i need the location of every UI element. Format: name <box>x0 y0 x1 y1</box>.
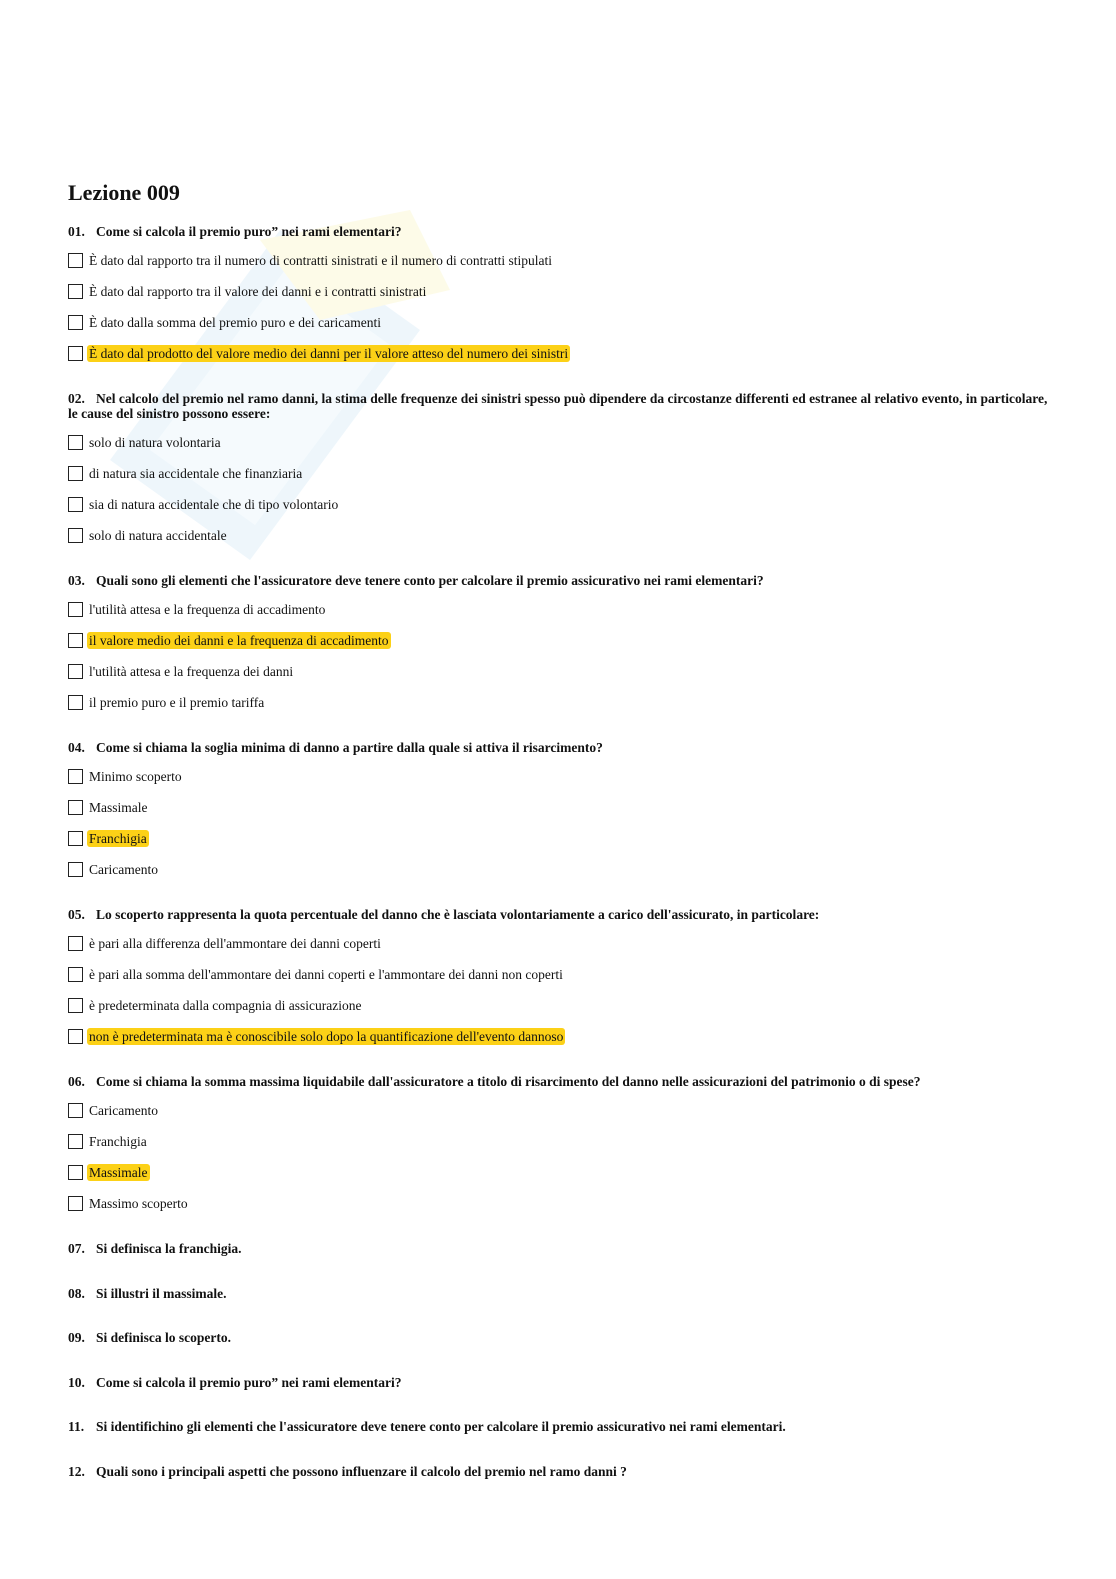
question-number: 01. <box>68 224 85 239</box>
answer-label: di natura sia accidentale che finanziaria <box>89 466 303 481</box>
open-question <box>68 1375 1048 1420</box>
question-label: Come si chiama la somma massima liquidabile dall'assicuratore a titolo di risarcimento del danno nelle assicurazioni del patrimonio o di spese? <box>96 1074 921 1089</box>
answer-checkbox[interactable] <box>68 1196 83 1211</box>
answer-checkbox[interactable] <box>68 800 83 815</box>
answer-checkbox[interactable] <box>68 284 83 299</box>
question-label: Nel calcolo del premio nel ramo danni, la stima delle frequenze dei sinistri spesso può dipendere da circostanze differenti ed estranee al relativo evento, in particolare, le cause del sinistro possono essere: <box>68 391 1048 421</box>
open-question <box>68 1330 1048 1375</box>
answer-option[interactable] <box>68 245 1048 276</box>
answer-checkbox[interactable] <box>68 998 83 1013</box>
answer-label: solo di natura volontaria <box>89 435 221 450</box>
question-text <box>68 1419 1048 1434</box>
answer-checkbox[interactable] <box>68 315 83 330</box>
question-label: Lo scoperto rappresenta la quota percentuale del danno che è lasciata volontariamente a carico dell'assicurato, in particolare: <box>96 907 820 922</box>
question-text <box>68 1375 1048 1390</box>
answer-checkbox[interactable] <box>68 695 83 710</box>
question-block <box>68 740 1048 885</box>
open-question <box>68 1464 1048 1509</box>
question-text <box>68 573 1048 588</box>
answer-option[interactable] <box>68 520 1048 551</box>
question-text <box>68 391 1048 421</box>
answer-checkbox[interactable] <box>68 1165 83 1180</box>
answer-option[interactable] <box>68 1095 1048 1126</box>
question-number: 03. <box>68 573 85 588</box>
question-label: Si illustri il massimale. <box>96 1285 227 1301</box>
question-number: 08. <box>68 1285 85 1301</box>
question-label: Si definisca la franchigia. <box>96 1241 242 1256</box>
answer-label: Massimo scoperto <box>89 1196 188 1211</box>
answer-option[interactable] <box>68 1157 1048 1188</box>
answer-label: È dato dalla somma del premio puro e dei caricamenti <box>89 315 382 330</box>
answer-option[interactable] <box>68 276 1048 307</box>
answer-checkbox[interactable] <box>68 253 83 268</box>
answer-option[interactable] <box>68 656 1048 687</box>
answer-option[interactable] <box>68 427 1048 458</box>
answer-checkbox[interactable] <box>68 664 83 679</box>
answer-label-highlighted: Franchigia <box>89 831 147 846</box>
lesson-title: Lezione 009 <box>68 180 180 205</box>
question-block <box>68 1074 1048 1219</box>
question-number: 11. <box>68 1419 85 1434</box>
questions-list <box>68 224 1048 1219</box>
question-number: 09. <box>68 1330 85 1345</box>
answer-label: l'utilità attesa e la frequenza dei danni <box>89 664 294 679</box>
answer-option[interactable] <box>68 1126 1048 1157</box>
open-question <box>68 1241 1048 1286</box>
question-label: Come si calcola il premio puro” nei rami elementari? <box>96 1374 402 1390</box>
question-block <box>68 224 1048 369</box>
question-number: 06. <box>68 1074 85 1089</box>
answer-label: Minimo scoperto <box>89 769 182 784</box>
question-number: 04. <box>68 740 85 755</box>
answer-label: Caricamento <box>89 862 158 877</box>
answer-option[interactable] <box>68 307 1048 338</box>
answer-label: sia di natura accidentale che di tipo volontario <box>89 497 339 512</box>
answer-checkbox[interactable] <box>68 435 83 450</box>
open-question <box>68 1419 1048 1464</box>
answer-checkbox[interactable] <box>68 967 83 982</box>
answer-checkbox[interactable] <box>68 1029 83 1044</box>
answer-label-highlighted: il valore medio dei danni e la frequenza di accadimento <box>89 633 389 648</box>
question-label: Quali sono i principali aspetti che possono influenzare il calcolo del premio nel ramo danni ? <box>96 1463 627 1479</box>
answer-label: l'utilità attesa e la frequenza di accadimento <box>89 602 326 617</box>
answer-checkbox[interactable] <box>68 346 83 361</box>
question-label: Come si chiama la soglia minima di danno a partire dalla quale si attiva il risarcimento? <box>96 740 603 755</box>
answer-label: il premio puro e il premio tariffa <box>89 695 265 710</box>
answer-option[interactable] <box>68 823 1048 854</box>
answer-option[interactable] <box>68 338 1048 369</box>
answer-checkbox[interactable] <box>68 497 83 512</box>
answer-option[interactable] <box>68 687 1048 718</box>
answer-checkbox[interactable] <box>68 936 83 951</box>
answer-checkbox[interactable] <box>68 633 83 648</box>
question-number: 05. <box>68 907 85 922</box>
question-label: Come si calcola il premio puro” nei rami elementari? <box>96 224 402 239</box>
question-block <box>68 391 1048 551</box>
question-label: Si identifichino gli elementi che l'assicuratore deve tenere conto per calcolare il premio assicurativo nei rami elementari. <box>96 1419 786 1434</box>
question-text <box>68 1074 1048 1089</box>
answer-option[interactable] <box>68 625 1048 656</box>
question-text <box>68 1464 1048 1479</box>
question-text <box>68 224 1048 239</box>
answer-checkbox[interactable] <box>68 466 83 481</box>
answer-option[interactable] <box>68 959 1048 990</box>
answer-option[interactable] <box>68 1021 1048 1052</box>
question-text <box>68 1286 1048 1301</box>
answer-label-highlighted: Massimale <box>89 1165 148 1180</box>
answer-label: È dato dal rapporto tra il valore dei danni e i contratti sinistrati <box>89 284 427 299</box>
answer-label: Massimale <box>89 800 148 815</box>
answer-option[interactable] <box>68 792 1048 823</box>
answer-label: È dato dal rapporto tra il numero di contratti sinistrati e il numero di contratti stipulati <box>89 253 553 268</box>
answer-option[interactable] <box>68 1188 1048 1219</box>
open-questions-list <box>68 1241 1048 1508</box>
question-text <box>68 1330 1048 1345</box>
question-text <box>68 740 1048 755</box>
answer-label: è pari alla somma dell'ammontare dei danni coperti e l'ammontare dei danni non coperti <box>89 967 563 982</box>
question-block <box>68 907 1048 1052</box>
answer-label: Franchigia <box>89 1134 147 1149</box>
question-number: 02. <box>68 391 85 406</box>
open-question <box>68 1286 1048 1331</box>
question-block <box>68 573 1048 718</box>
question-number: 10. <box>68 1374 85 1390</box>
question-text <box>68 1241 1048 1256</box>
answer-option[interactable] <box>68 928 1048 959</box>
answer-label-highlighted: È dato dal prodotto del valore medio dei danni per il valore atteso del numero dei sinistri <box>89 346 569 361</box>
question-number: 12. <box>68 1463 85 1479</box>
answer-option[interactable] <box>68 489 1048 520</box>
answer-option[interactable] <box>68 761 1048 792</box>
question-label: Si definisca lo scoperto. <box>96 1330 231 1345</box>
answer-checkbox[interactable] <box>68 1134 83 1149</box>
answer-checkbox[interactable] <box>68 831 83 846</box>
answer-label: solo di natura accidentale <box>89 528 227 543</box>
answer-checkbox[interactable] <box>68 862 83 877</box>
answer-label: è predeterminata dalla compagnia di assicurazione <box>89 998 362 1013</box>
answer-checkbox[interactable] <box>68 602 83 617</box>
question-text <box>68 907 1048 922</box>
answer-option[interactable] <box>68 458 1048 489</box>
answer-label-highlighted: non è predeterminata ma è conoscibile solo dopo la quantificazione dell'evento dannoso <box>89 1029 564 1044</box>
answer-option[interactable] <box>68 854 1048 885</box>
question-number: 07. <box>68 1241 85 1256</box>
question-label: Quali sono gli elementi che l'assicuratore deve tenere conto per calcolare il premio assicurativo nei rami elementari? <box>96 573 764 588</box>
answer-label: è pari alla differenza dell'ammontare dei danni coperti <box>89 936 381 951</box>
answer-checkbox[interactable] <box>68 528 83 543</box>
answer-checkbox[interactable] <box>68 1103 83 1118</box>
answer-checkbox[interactable] <box>68 769 83 784</box>
answer-option[interactable] <box>68 990 1048 1021</box>
document-page <box>68 178 1048 1508</box>
answer-label: Caricamento <box>89 1103 158 1118</box>
answer-option[interactable] <box>68 594 1048 625</box>
